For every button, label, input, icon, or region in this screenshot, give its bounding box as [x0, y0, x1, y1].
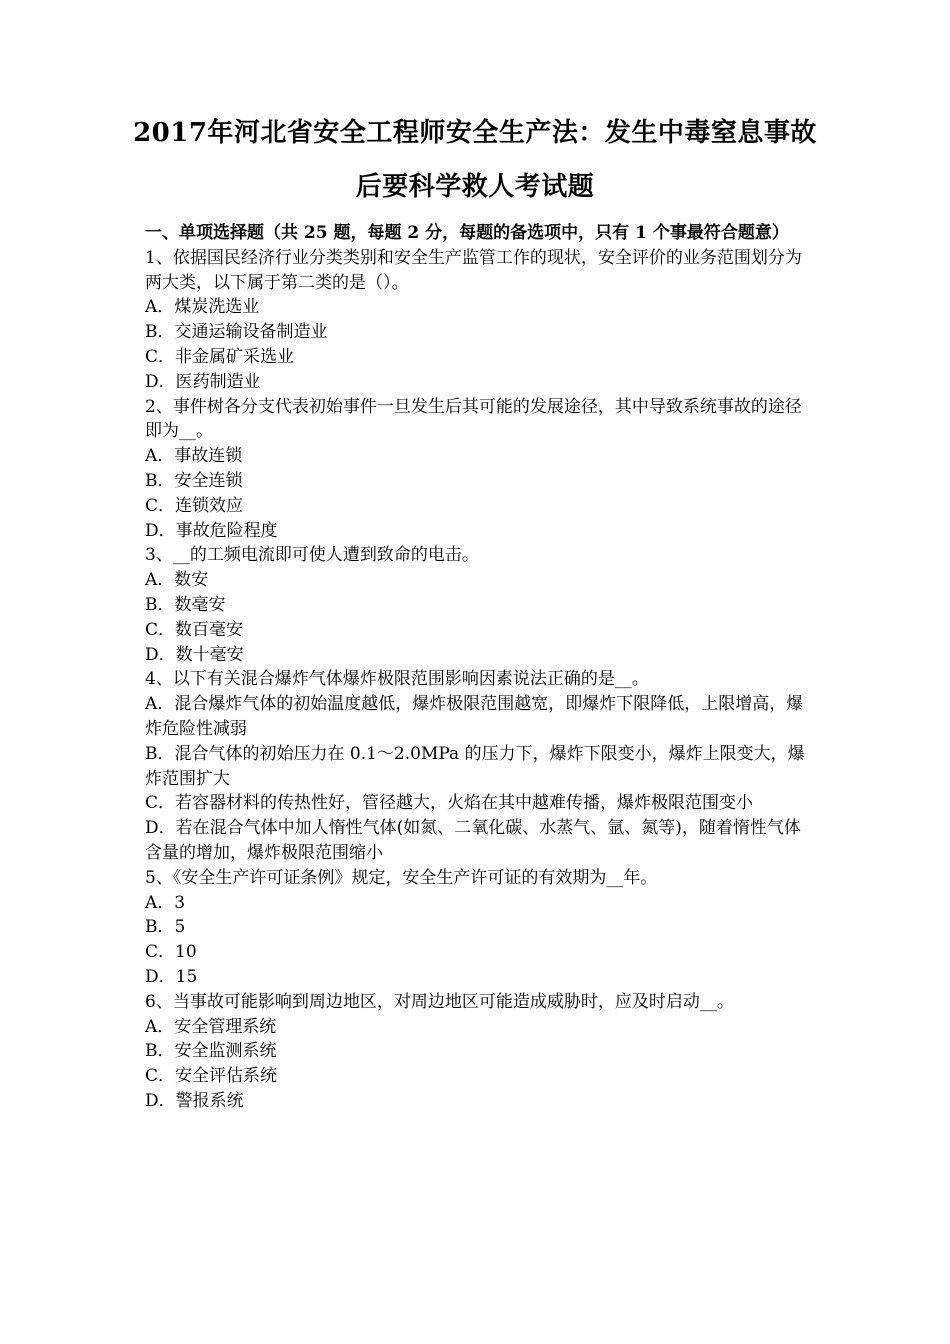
- question-6-option-b: B．安全监测系统: [145, 1041, 277, 1062]
- section-heading: 一、单项选择题（共 25 题，每题 2 分，每题的备选项中，只有 1 个事最符合题意）: [145, 223, 789, 243]
- question-4-text: 4、以下有关混合爆炸气体爆炸极限范围影响因素说法正确的是__。: [145, 669, 649, 690]
- question-5-option-a: A．3: [145, 892, 186, 913]
- document-title-line-2: 后要科学救人考试题: [355, 172, 595, 202]
- document-body: [145, 221, 808, 1114]
- question-4-option-c: C．若容器材料的传热性好，管径越大，火焰在其中越难传播，爆炸极限范围变小: [145, 793, 754, 814]
- question-6-text: 6、当事故可能影响到周边地区，对周边地区可能造成威胁时，应及时启动__。: [145, 991, 734, 1012]
- question-3-option-c: C．数百毫安: [145, 619, 244, 640]
- question-2-option-a: A．事故连锁: [145, 446, 243, 467]
- question-5-option-c: C．10: [145, 942, 197, 963]
- question-3-option-a: A．数安: [145, 570, 209, 591]
- question-6-option-d: D．警报系统: [145, 1090, 244, 1111]
- question-6-option-c: C．安全评估系统: [145, 1066, 278, 1087]
- question-4-option-a: A．混合爆炸气体的初始温度越低，爆炸极限范围越宽，即爆炸下限降低，上限增高，爆炸危险性减弱: [145, 694, 804, 739]
- question-6-option-a: A．安全管理系统: [145, 1016, 277, 1037]
- question-1-option-a: A．煤炭洗选业: [145, 297, 260, 318]
- question-3-option-b: B．数毫安: [145, 594, 226, 615]
- question-1-text: 1、依据国民经济行业分类类别和安全生产监管工作的现状，安全评价的业务范围划分为两大类，以下属于第二类的是（）。: [145, 247, 802, 293]
- question-1-option-c: C．非金属矿采选业: [145, 346, 295, 367]
- question-2-option-c: C．连锁效应: [145, 495, 244, 516]
- question-4-option-d: D．若在混合气体中加人惰性气体(如氮、二氧化碳、水蒸气、氩、氮等)，随着惰性气体含量的增加，爆炸极限范围缩小: [145, 818, 801, 863]
- document-title-line-1: 2017年河北省安全工程师安全生产法：发生中毒窒息事故: [133, 118, 817, 148]
- question-5-option-b: B．5: [145, 917, 186, 938]
- question-1-option-b: B．交通运输设备制造业: [145, 322, 328, 343]
- question-2-text: 2、事件树各分支代表初始事件一旦发生后其可能的发展途径，其中导致系统事故的途径即为__。: [145, 396, 802, 442]
- question-2-option-d: D．事故危险程度: [145, 520, 278, 541]
- question-4-option-b: B．混合气体的初始压力在 0.1～2.0MPa 的压力下，爆炸下限变小，爆炸上限变大，爆炸范围扩大: [145, 743, 805, 789]
- question-5-text: 5、《安全生产许可证条例》规定，安全生产许可证的有效期为__年。: [145, 867, 658, 888]
- question-1-option-d: D．医药制造业: [145, 371, 261, 392]
- question-2-option-b: B．安全连锁: [145, 470, 243, 491]
- question-3-option-d: D．数十毫安: [145, 644, 244, 665]
- question-5-option-d: D．15: [145, 966, 198, 987]
- question-3-text: 3、__的工频电流即可使人遭到致命的电击。: [145, 545, 479, 566]
